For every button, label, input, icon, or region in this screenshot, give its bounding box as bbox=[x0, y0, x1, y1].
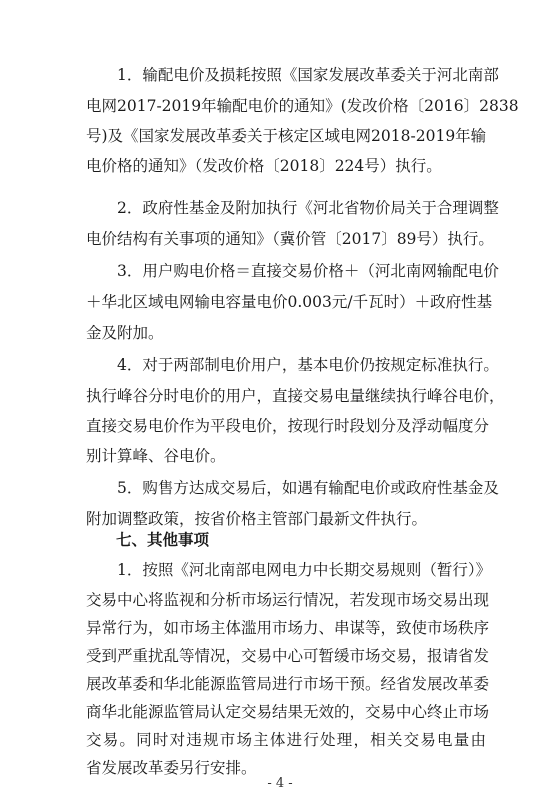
body-text-line: 别计算峰、谷电价。 bbox=[86, 447, 226, 465]
body-text-line: 直接交易电价作为平段电价，按现行时段划分及浮动幅度分 bbox=[86, 417, 490, 435]
body-text-line: 1．输配电价及损耗按照《国家发展改革委关于河北南部 bbox=[86, 66, 499, 84]
body-text-line: 电网2017-2019年输配电价的通知》(发改价格〔2016〕2838 bbox=[86, 97, 519, 115]
body-text-line: 5．购售方达成交易后，如遇有输配电价或政府性基金及 bbox=[86, 479, 499, 497]
body-text-line: 4．对于两部制电价用户，基本电价仍按规定标准执行。 bbox=[86, 356, 499, 374]
body-text-line: 交易中心将监视和分析市场运行情况，若发现市场交易出现 bbox=[86, 591, 490, 609]
body-text-line: 2．政府性基金及附加执行《河北省物价局关于合理调整 bbox=[86, 199, 499, 217]
page-number: - 4 - bbox=[267, 776, 293, 791]
body-text-line: 金及附加。 bbox=[86, 324, 164, 342]
body-text-line: 1．按照《河北南部电网电力中长期交易规则（暂行）》 bbox=[86, 561, 492, 579]
body-text-line: 交易。同时对违规市场主体进行处理，相关交易电量由 bbox=[86, 731, 486, 749]
body-text-line: 附加调整政策，按省价格主管部门最新文件执行。 bbox=[86, 510, 428, 528]
body-text-line: 执行峰谷分时电价的用户，直接交易电量继续执行峰谷电价， bbox=[86, 387, 505, 405]
body-text-line: 电价结构有关事项的通知》（冀价管〔2017〕89号）执行。 bbox=[86, 230, 494, 248]
body-text-line: 省发展改革委另行安排。 bbox=[86, 759, 257, 777]
section-heading: 七、其他事项 bbox=[116, 531, 210, 549]
body-text-line: ＋华北区域电网输电容量电价0.003元/千瓦时）＋政府性基 bbox=[86, 293, 493, 311]
body-text-line: 3．用户购电价格＝直接交易价格＋（河北南网输配电价 bbox=[86, 262, 499, 280]
body-text-line: 电价格的通知》（发改价格〔2018〕224号）执行。 bbox=[86, 157, 442, 175]
body-text-line: 商华北能源监管局认定交易结果无效的，交易中心终止市场 bbox=[86, 703, 490, 721]
body-text-line: 异常行为，如市场主体滥用市场力、串谋等，致使市场秩序 bbox=[86, 619, 490, 637]
body-text-line: 号)及《国家发展改革委关于核定区域电网2018-2019年输 bbox=[86, 127, 487, 145]
body-text-line: 展改革委和华北能源监管局进行市场干预。经省发展改革委 bbox=[86, 675, 490, 693]
body-text-line: 受到严重扰乱等情况，交易中心可暂缓市场交易，报请省发 bbox=[86, 647, 490, 665]
